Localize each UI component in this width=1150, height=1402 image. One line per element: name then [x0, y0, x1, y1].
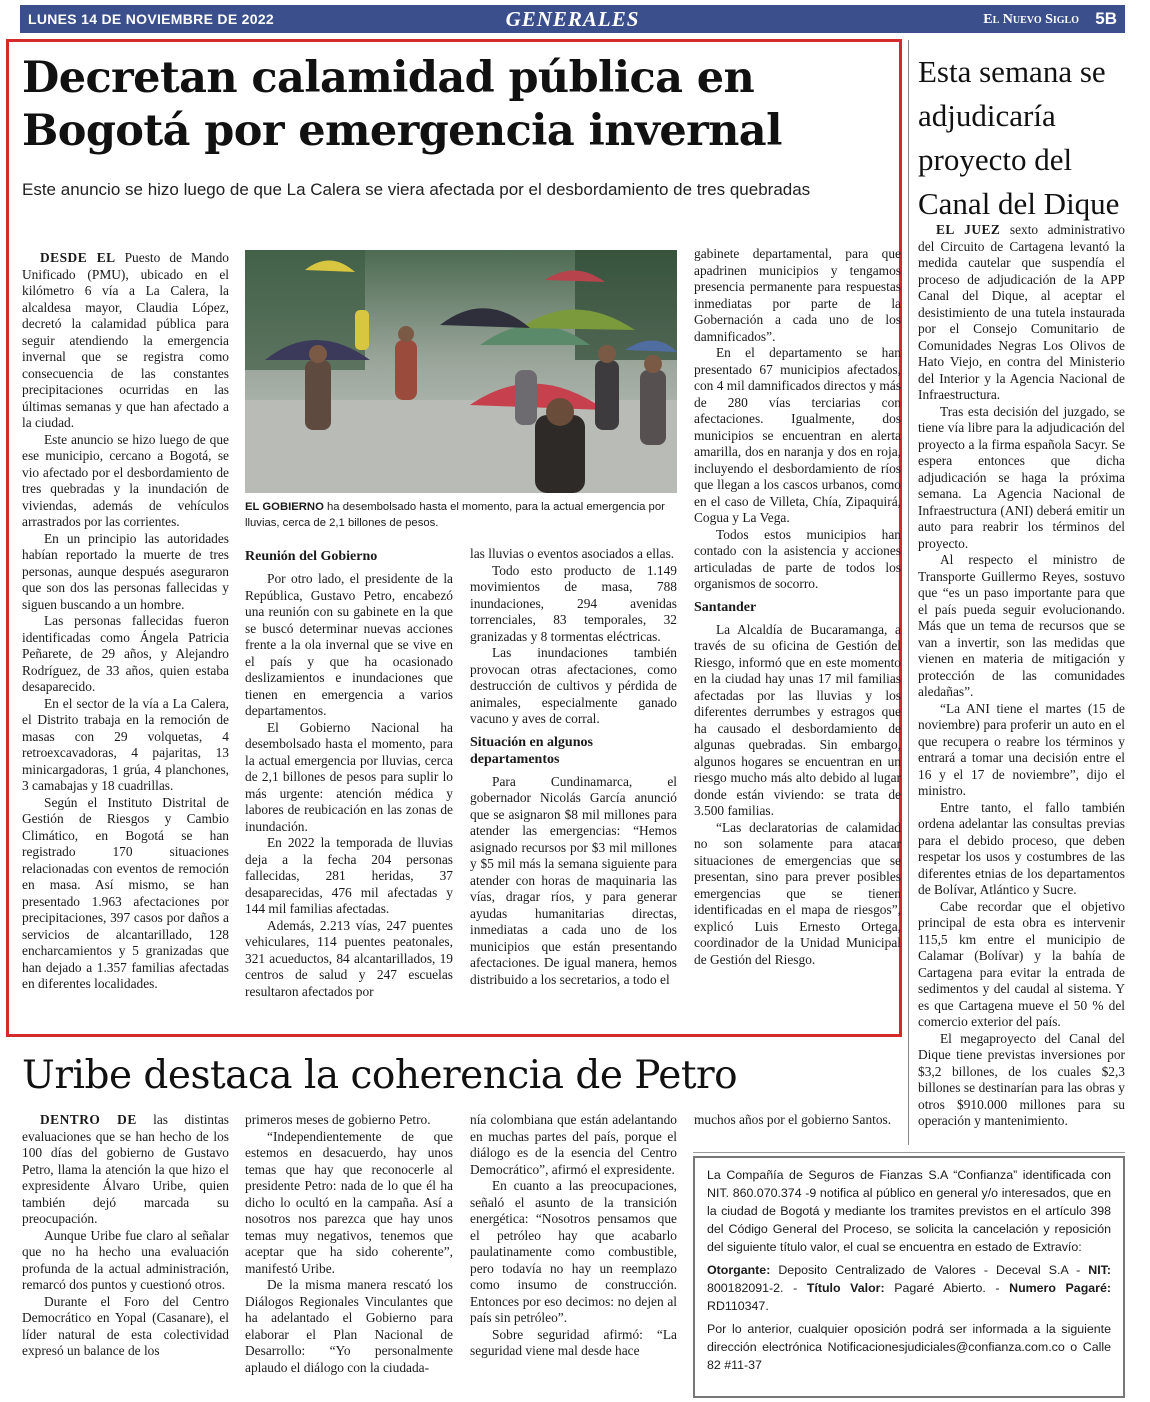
notice-paragraph: La Compañía de Seguros de Fianzas S.A “Confianza” identificada con NIT. 860.070.374 -9 notifica al público en general y/o interesados, que en la ciudad de Bogotá y mediante los tramites previstos en el artículo 398 del Código General del Proceso, se solicita la cancelación y reposición del siguiente título valor, el cual se encuentra en estado de Extravío: [707, 1168, 1111, 1254]
lead-words: EL JUEZ [936, 222, 1001, 237]
paragraph: En cuanto a las preocupaciones, señaló el asunto de la transición energética: “Nosotros pensamos que el petróleo hay que acabarlo paulatinamente como combustible, pero todavía no hay un reemplazo como insumo de construcción. Entonces por eso decimos: no dejen al país sin petróleo”. [470, 1178, 677, 1325]
issue-date: LUNES 14 DE NOVIEMBRE DE 2022 [28, 11, 274, 27]
subheading: Reunión del Gobierno [245, 549, 378, 564]
paragraph: Este anuncio se hizo luego de que ese municipio, cercano a Bogotá, se vio afectado por el desbordamiento de tres quebradas y la inundación de viviendas, además de vehículos arrastrados por las corrientes. [22, 431, 229, 529]
sidebar-body [918, 222, 1125, 1130]
paragraph: Tras esta decisión del juzgado, se tiene vía libre para la adjudicación del proyecto a la firma española Sacyr. Se espera entonces que dicha adjudicación se haga la próxima semana. La Agencia Nacional de Infraestructura (ANI) deberá emitir un auto para reabrir los términos del proyecto. [918, 403, 1125, 551]
paragraph: En el sector de la vía a La Calera, el Distrito trabaja en la remoción de masas con 29 volquetas, 4 retroexcavadoras, 4 pajaritas, 13 minicargadoras, 1 grúa, 4 planchones, 3 camabajas y 18 cuadrillas. [22, 695, 229, 793]
paragraph: Las inundaciones también provocan otras afectaciones, como destrucción de cultivos y pérdida de animales, especialmente ganado vacuno y aves de corral. [470, 645, 677, 726]
notice-details: Otorgante: Deposito Centralizado de Valores - Deceval S.A - NIT: 800182091-2. - Título Valor: Pagaré Abierto. - Numero Pagaré: RD110347. [707, 1263, 1112, 1313]
paragraph: En 2022 la temporada de lluvias deja a la fecha 204 personas fallecidas, 281 heridas, 37 desaparecidas, 476 mil afectadas y 144 mil familias afectadas. [245, 835, 453, 916]
paragraph: Las personas fallecidas fueron identificadas como Ángela Patricia Peñarete, de 29 años, y Alejandro Rodríguez, de 33 años, quien estaba desaparecido. [22, 613, 229, 694]
second-column-1 [22, 1112, 229, 1360]
sidebar-headline: Esta semana se adjudicaría proyecto del Canal del Dique [918, 54, 1120, 221]
paragraph: Además, 2.213 vías, 247 puentes vehiculares, 114 puentes peatonales, 321 acueductos, 84 alcantarillados, 19 centros de salud y 247 escuelas resultaron afectados por [245, 917, 453, 999]
newspaper-name: El Nuevo Siglo [983, 12, 1079, 27]
paragraph: Todo esto producto de 1.149 movimientos de masa, 788 inundaciones, 294 avenidas torrenciales, 83 temporales, 32 granizadas y 8 tormentas eléctricas. [470, 562, 677, 644]
paragraph: “Las declaratorias de calamidad no son solamente para atacar situaciones de emergencias que se presentan, sino para prever posibles emergencias que se tienen identificadas en el mapa de riesgos”, explicó Luis Ernesto Ortega, coordinador de la Unidad Municipal de Gestión del Riesgo. [694, 819, 901, 967]
paragraph: las lluvias o eventos asociados a ellas. [470, 546, 675, 561]
paragraph: nía colombiana que están adelantando en muchas partes del país, porque el diálogo es de la esencia del Centro Democrático”, afirmó el expresidente. [470, 1112, 677, 1177]
main-headline: Decretan calamidad pública en Bogotá por emergencia invernal [22, 53, 782, 156]
notice-paragraph: Por lo anterior, cualquier oposición podrá ser informada a la siguiente dirección electrónica Notificacionesjudiciales@confianza.com.co o Calle 82 #11-37 [707, 1322, 1111, 1372]
subheading: Santander [694, 599, 757, 615]
page-number: 5B [1095, 9, 1117, 28]
second-column-4 [694, 1112, 901, 1129]
paragraph: primeros meses de gobierno Petro. [245, 1112, 431, 1127]
section-name: GENERALES [505, 7, 640, 31]
paragraph: Sobre seguridad afirmó: “La seguridad viene mal desde hace [470, 1326, 677, 1358]
paragraph: gabinete departamental, para que apadrinen municipios y tengamos presencia permanente para respuestas inmediatas por parte de la Gobernación a cada uno de los damnificados”. [694, 246, 901, 344]
caption-lead: EL GOBIERNO [245, 501, 324, 513]
paragraph: Durante el Foro del Centro Democrático en Yopal (Casanare), el líder natural de esta colectividad expresó un balance de los [22, 1293, 229, 1358]
second-column-2 [245, 1112, 453, 1376]
legal-notice-box [693, 1156, 1125, 1398]
subheading: Situación en algunos departamentos [470, 734, 593, 767]
paragraph: Entre tanto, el fallo también ordena adelantar las consultas previas para el debido proceso, que deben respetar los usos y costumbres de las diferentes etnias de los departamentos de Bolívar, Atlántico y Sucre. [918, 799, 1125, 897]
paragraph: “La ANI tiene el martes (15 de noviembre) para proferir un auto en el que recupera o reabre los términos y entrará a tomar una decisión entre el 16 y el 17 de noviembre”, dijo el ministro. [918, 700, 1125, 798]
paragraph: En un principio las autoridades habían reportado la muerte de tres personas, aunque después aseguraron que son dos las personas fallecidas y siguen buscando a un hombre. [22, 530, 229, 612]
second-column-3 [470, 1112, 677, 1360]
main-subtitle: Este anuncio se hizo luego de que La Calera se viera afectada por el desbordamiento de tres quebradas [22, 180, 811, 199]
main-column-3 [470, 546, 677, 988]
paragraph: El megaproyecto del Canal del Dique tiene previstas inversiones por $3,2 billones, de los cuales $2,3 billones se destinarían para las obras y otros $910.000 millones para su operación y mantenimiento. [918, 1030, 1125, 1128]
paragraph: Al respecto el ministro de Transporte Guillermo Reyes, sostuvo que “es un paso importante para que el país pueda seguir evolucionando. Más que un tema de recursos que se van a invertir, son las medidas que vienen en materia de mitigación y protección de las comunidades aledañas”. [918, 552, 1125, 699]
paragraph: En el departamento se han presentado 67 municipios afectados, con 4 mil damnificados directos y más de 280 vías terciarias con afectaciones. Igualmente, dos municipios se encuentran en alerta amarilla, dos en naranja y dos en roja, incluyendo el desbordamiento de ríos que llegan a los cascos urbanos, como en el caso de Villeta, Chía, Zipaquirá, Cogua y La Vega. [694, 345, 901, 525]
sidebar-divider [908, 40, 909, 1145]
paragraph: De la misma manera rescató los Diálogos Regionales Vinculantes que ha adelantado el Gobierno para elaborar el Plan Nacional de Desarrollo: “Yo personalmente aplaudo el diálogo con la ciudada- [245, 1277, 453, 1375]
paragraph: Por otro lado, el presidente de la República, Gustavo Petro, encabezó una reunión con su gabinete en la que se buscó determinar nuevas acciones frente a la ola invernal que se vive en el país y que ha ocasionado deslizamientos e inundaciones que tienen en emergencia a varios departamentos. [245, 571, 453, 718]
main-column-2 [245, 546, 453, 1000]
paragraph: muchos años por el gobierno Santos. [694, 1112, 892, 1127]
paragraph: Para Cundinamarca, el gobernador Nicolás García anunció que se asignaron $8 mil millones para atender las emergencias: “Hemos asignado recursos por $3 mil millones y $5 mil más la semana siguiente para atender con horas de maquinaria las vías, dragar ríos, y para generar ayudas humanitarias directas, inmediatas a cada uno de los municipios que están presentando afectaciones. De igual manera, hemos distribuido a los secretarios, a todo el [470, 773, 677, 987]
lead-words: DENTRO DE [40, 1112, 137, 1127]
paragraph: La Alcaldía de Bucaramanga, a través de su oficina de Gestión del Riesgo, informó que en este momento en la ciudad hay unas 17 mil familias afectadas por las lluvias y los diferentes derrumbes y estragos que ha causado el desbordamiento de algunas quebradas. Sin embargo, algunos hogares se encuentran en un riesgo mucho más alto debido al lugar donde están viviendo: se trata de 3.500 familias. [694, 621, 901, 818]
photo-caption: EL GOBIERNO ha desembolsado hasta el momento, para la actual emergencia por lluvias, cerca de 2,1 billones de pesos. [245, 501, 665, 529]
paragraph: DENTRO DE las distintas evaluaciones que se han hecho de los 100 días del gobierno de Gustavo Petro, llama la atención la que hizo el expresidente Álvaro Uribe, quien también dejó marcada su preocupación. [22, 1112, 229, 1226]
notice-divider [693, 1152, 1125, 1153]
page-header-bar [20, 5, 1125, 33]
rain-umbrellas-photo [245, 250, 677, 493]
paragraph: El Gobierno Nacional ha desembolsado hasta el momento, para la actual emergencia por lluvias, cerca de 2,1 billones de pesos para suplir lo más urgente: atención médica y labores de reubicación en las zonas de inundación. [245, 719, 453, 834]
paragraph: “Independientemente de que estemos en desacuerdo, hay unos temas que hay que reconocerle al presidente Petro: nada de lo que él ha dicho lo ocultó en la campaña. Así a nosotros nos parezca que hay unos temas muy negativos, tenemos que aceptar que ha sido coherente”, manifestó Uribe. [245, 1128, 453, 1276]
main-column-1 [22, 250, 229, 993]
second-headline: Uribe destaca la coherencia de Petro [22, 1053, 738, 1098]
lead-words: DESDE EL [40, 250, 116, 265]
paragraph: Cabe recordar que el objetivo principal de esta obra es intervenir 115,5 km entre el municipio de Calamar (Bolívar) y la bahía de Cartagena para evitar la entrada de sedimentos y del caudal al sistema. Y es que Cartagena mueve el 50 % del comercio exterior del país. [918, 898, 1125, 1029]
paragraph: Aunque Uribe fue claro al señalar que no ha hecho una evaluación profunda de la actual administración, remarcó dos puntos y cuestionó otros. [22, 1227, 229, 1292]
paragraph: DESDE EL Puesto de Mando Unificado (PMU), ubicado en el kilómetro 6 vía a La Calera, la alcaldesa mayor, Claudia López, decretó la calamidad pública para seguir atendiendo la emergencia invernal que se registra como consecuencia de las constantes precipitaciones ocurridas en las últimas semanas y que han afectado a la ciudad. [22, 250, 229, 430]
paragraph: Todos estos municipios han contado con la asistencia y acciones articuladas de parte de todos los organismos de socorro. [694, 526, 901, 591]
main-column-4 [694, 246, 901, 968]
paragraph: Según el Instituto Distrital de Gestión de Riesgos y Cambio Climático, en Bogotá se han registrado 170 situaciones relacionadas con eventos de remoción en masa. Así mismo, se han presentado 1.963 afectaciones por precipitaciones, 397 casos por daños a servicios de alcantarillado, 128 encharcamientos y 5 granizadas que han dejado a 1.357 familias afectadas en diferentes localidades. [22, 794, 229, 991]
paragraph: EL JUEZ sexto administrativo del Circuito de Cartagena levantó la medida cautelar que suspendía el proceso de adjudicación de la APP Canal del Dique, al aceptar el desistimiento de una tutela instaurada por el Consejo Comunitario de Comunidades Negras Los Olivos de Hato Viejo, en contra del Ministerio del Interior y la Agencia Nacional de Infraestructura. [918, 222, 1125, 402]
